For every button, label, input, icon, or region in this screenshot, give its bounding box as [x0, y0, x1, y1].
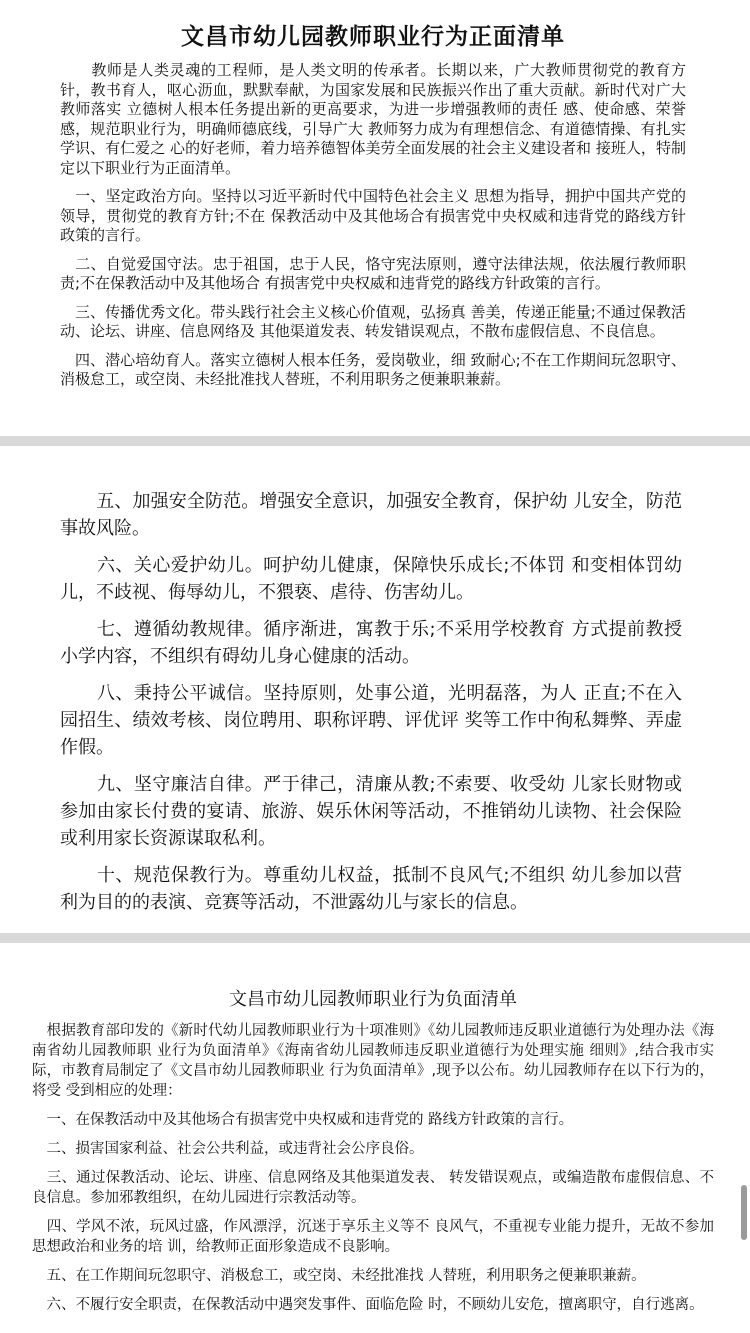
positive-list-page — [0, 0, 750, 436]
page-divider — [0, 933, 750, 943]
negative-item-3: 三、通过保教活动、论坛、讲座、信息网络及其他渠道发表、 转发错误观点，或编造散布虚假信息、不良信息。参加邪教组织，在幼儿园进行宗教活动等。 — [32, 1170, 714, 1206]
positive-item-9: 九、坚守廉洁自律。严于律己，清廉从教;不索要、收受幼 儿家长财物或参加由家长付费的宴请、旅游、娱乐休闲等活动，不推销幼儿读物、社会保险或利用家长资源谋取私利。 — [60, 774, 682, 849]
negative-item-5: 五、在工作期间玩忽职守、消极怠工，或空岗、未经批准找 人替班，利用职务之便兼职兼薪。 — [32, 1268, 646, 1284]
positive-list-title: 文昌市幼儿园教师职业行为正面清单 — [181, 24, 565, 50]
positive-item-6: 六、关心爱护幼儿。呵护幼儿健康，保障快乐成长;不体罚 和变相体罚幼儿，不歧视、侮辱幼儿，不猥亵、虐待、伤害幼儿。 — [60, 555, 682, 603]
positive-list-continued-page — [0, 446, 750, 933]
positive-item-7: 七、遵循幼教规律。循序渐进，寓教于乐;不采用学校教育 方式提前教授小学内容，不组织有碍幼儿身心健康的活动。 — [60, 619, 682, 667]
negative-item-1: 一、在保教活动中及其他场合有损害党中央权威和违背党的 路线方针政策的言行。 — [32, 1112, 574, 1128]
negative-item-4: 四、学风不浓，玩风过盛，作风漂浮，沉迷于享乐主义等不 良风气，不重视专业能力提升，无故不参加思想政治和业务的培 训，给教师正面形象造成不良影响。 — [32, 1219, 714, 1255]
positive-item-1: 一、坚定政治方向。坚持以习近平新时代中国特色社会主义 思想为指导，拥护中国共产党的领导，贯彻党的教育方针;不在 保教活动中及其他场合有损害党中央权威和违背党的路线方针 政策的言行。 — [60, 187, 686, 244]
page-divider — [0, 436, 750, 446]
negative-intro-paragraph: 根据教育部印发的《新时代幼儿园教师职业行为十项准则》《幼儿园教师违反职业道德行为处理办法《海南省幼儿园教师职 业行为负面清单》《海南省幼儿园教师违反职业道德行为处理实施 细则》,结合我市实际，市教育局制定了《文昌市幼儿园教师职业 行为负面清单》,现予以公布。幼儿园教师存在以下行为的，将受 受到相应的处理： — [32, 1023, 714, 1099]
positive-item-2: 二、自觉爱国守法。忠于祖国，忠于人民，恪守宪法原则，遵守法律法规，依法履行教师职责;不在保教活动中及其他场合 有损害党中央权威和违背党的路线方针政策的言行。 — [60, 254, 686, 292]
negative-item-6: 六、不履行安全职责，在保教活动中遇突发事件、面临危险 时，不顾幼儿安危，擅离职守，自行逃离。 — [32, 1297, 704, 1313]
positive-item-4: 四、潜心培幼育人。落实立德树人根本任务，爱岗敬业，细 致耐心;不在工作期间玩忽职守、消极怠工，或空岗、未经批准找人替班，不利用职务之便兼职兼薪。 — [60, 350, 686, 388]
negative-list-title: 文昌市幼儿园教师职业行为负面清单 — [229, 989, 517, 1010]
negative-list-page — [0, 943, 750, 1333]
negative-item-2: 二、损害国家利益、社会公共利益，或违背社会公序良俗。 — [32, 1141, 424, 1157]
positive-item-3: 三、传播优秀文化。带头践行社会主义核心价值观，弘扬真 善美，传递正能量;不通过保教活动、论坛、讲座、信息网络及 其他渠道发表、转发错误观点，不散布虚假信息、不良信息。 — [60, 302, 686, 340]
scrollbar-thumb[interactable] — [741, 1185, 747, 1240]
positive-item-5: 五、加强安全防范。增强安全意识，加强安全教育，保护幼 儿安全，防范事故风险。 — [60, 491, 682, 539]
positive-intro-paragraph: 教师是人类灵魂的工程师，是人类文明的传承者。长期以来，广大教师贯彻党的教育方针，教书育人，呕心沥血，默默奉献，为国家发展和民族振兴作出了重大贡献。新时代对广大教师落实 立德树人根本任务提出新的更高要求，为进一步增强教师的责任 感、使命感、荣誉感，规范职业行为，明确师德底线，引导广大 教师努力成为有理想信念、有道德情操、有扎实学识、有仁爱之 心的好老师，着力培养德智体美劳全面发展的社会主义建设者和 接班人，特制定以下职业行为正面清单。 — [60, 61, 686, 177]
positive-item-8: 八、秉持公平诚信。坚持原则，处事公道，光明磊落，为人 正直;不在入园招生、绩效考核、岗位聘用、职称评聘、评优评 奖等工作中徇私舞弊、弄虚作假。 — [60, 683, 682, 758]
positive-item-10: 十、规范保教行为。尊重幼儿权益，抵制不良风气;不组织 幼儿参加以营利为目的的表演、竞赛等活动，不泄露幼儿与家长的信息。 — [60, 865, 682, 913]
